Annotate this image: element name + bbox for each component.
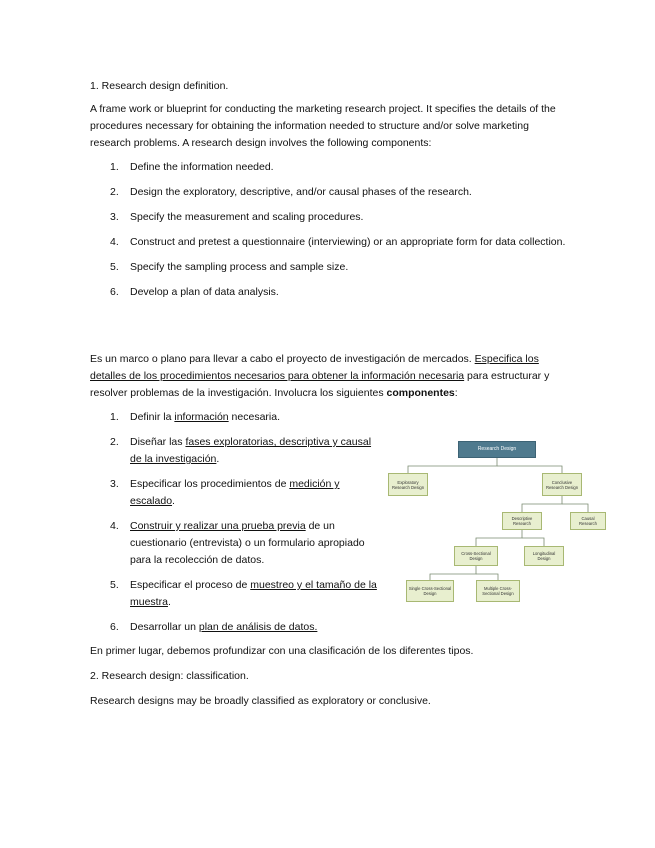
section1-list [110, 159, 570, 309]
list-number: 5. [110, 261, 119, 273]
spanish-intro-part: : [454, 387, 458, 399]
spanish-intro-underlined: Especifica los detalles de los procedimientos necesarios para obtener la información necesaria [90, 353, 539, 382]
list-text-underlined: información [174, 411, 229, 423]
list-number: 3. [110, 211, 119, 223]
list-text: Diseñar las [130, 436, 186, 448]
list-number: 5. [110, 579, 119, 591]
list-item [110, 476, 380, 510]
diagram-multiple-box: Multiple Cross-Sectional Design [476, 580, 520, 602]
list-item [110, 434, 380, 468]
list-number: 4. [110, 236, 119, 248]
diagram-root-box: Research Design [458, 441, 536, 458]
list-text-underlined: medición y escalado [130, 478, 340, 507]
section1-intro: A frame work or blueprint for conducting the marketing research project. It specifies the details of the procedures necessary for obtaining the information needed to structure and/or solve marketing research problems. A research design involves the following components: [90, 103, 556, 149]
diagram-longitudinal-box: Longitudinal Design [524, 546, 564, 566]
list-text-underlined: Construir y realizar una prueba previa [130, 520, 306, 532]
list-number: 4. [110, 520, 119, 532]
list-text: Specify the measurement and scaling procedures. [130, 211, 364, 223]
list-text: necesaria. [228, 411, 281, 423]
list-item [110, 577, 380, 611]
diagram-single-box: Single Cross-Sectional Design [406, 580, 454, 602]
list-item [110, 409, 380, 426]
list-text: . [167, 596, 171, 608]
connector-line [408, 458, 497, 473]
section1-heading: 1. Research design definition. [90, 80, 229, 92]
diagram-exploratory-box: Exploratory Research Design [388, 473, 428, 496]
list-text: de un cuestionario (entrevista) o un formulario apropiado para la recolección de datos. [130, 520, 365, 566]
list-text-underlined: plan de análisis de datos. [198, 621, 318, 633]
list-item [110, 619, 380, 636]
list-item [110, 184, 570, 201]
research-design-diagram [382, 438, 612, 608]
list-number: 6. [110, 286, 119, 298]
list-number: 1. [110, 411, 119, 423]
list-number: 1. [110, 161, 119, 173]
list-item [110, 518, 380, 569]
list-number: 2. [110, 436, 119, 448]
diagram-descriptive-box: Descriptive Research [502, 512, 542, 530]
list-text: . [216, 453, 220, 465]
list-item [110, 284, 570, 301]
list-number: 6. [110, 621, 119, 633]
spanish-intro-part: para estructurar y resolver problemas de la investigación. Involucra los siguientes [90, 370, 550, 399]
diagram-cross-sectional-box: Cross-Sectional Design [454, 546, 498, 566]
list-number: 3. [110, 478, 119, 490]
list-text: Definir la [130, 411, 175, 423]
list-text: Especificar el proceso de [130, 579, 251, 591]
spanish-intro-bold: componentes [386, 387, 455, 399]
list-item [110, 159, 570, 176]
section2-heading: 2. Research design: classification. [90, 670, 249, 682]
spanish-closing: En primer lugar, debemos profundizar con una clasificación de los diferentes tipos. [90, 645, 474, 657]
list-text: Define the information needed. [130, 161, 274, 173]
spanish-intro [90, 351, 570, 402]
list-text-underlined: muestreo y el tamaño de la muestra [130, 579, 377, 608]
list-text: Desarrollar un [130, 621, 199, 633]
section2-text: Research designs may be broadly classified as exploratory or conclusive. [90, 695, 431, 707]
connector-line [430, 566, 476, 580]
list-text-underlined: fases exploratorias, descriptiva y causal de la investigación [130, 436, 372, 465]
diagram-conclusive-box: Conclusive Research Design [542, 473, 582, 496]
list-text: Construct and pretest a questionnaire (interviewing) or an appropriate form for data collection. [130, 236, 566, 248]
list-item [110, 259, 570, 276]
connector-line [497, 466, 562, 473]
connector-line [522, 538, 544, 546]
list-text: Develop a plan of data analysis. [130, 286, 279, 298]
list-text: . [172, 495, 175, 507]
spanish-intro-part: Es un marco o plano para llevar a cabo el proyecto de investigación de mercados. [90, 353, 475, 365]
diagram-causal-box: Causal Research [570, 512, 606, 530]
connector-line [476, 530, 522, 546]
list-number: 2. [110, 186, 119, 198]
list-text: Especificar los procedimientos de [130, 478, 290, 490]
connector-line [562, 504, 588, 512]
list-text: Design the exploratory, descriptive, and/or causal phases of the research. [130, 186, 472, 198]
list-text: Specify the sampling process and sample size. [130, 261, 349, 273]
list-item [110, 209, 570, 226]
connector-line [522, 496, 562, 512]
list-item [110, 234, 570, 251]
